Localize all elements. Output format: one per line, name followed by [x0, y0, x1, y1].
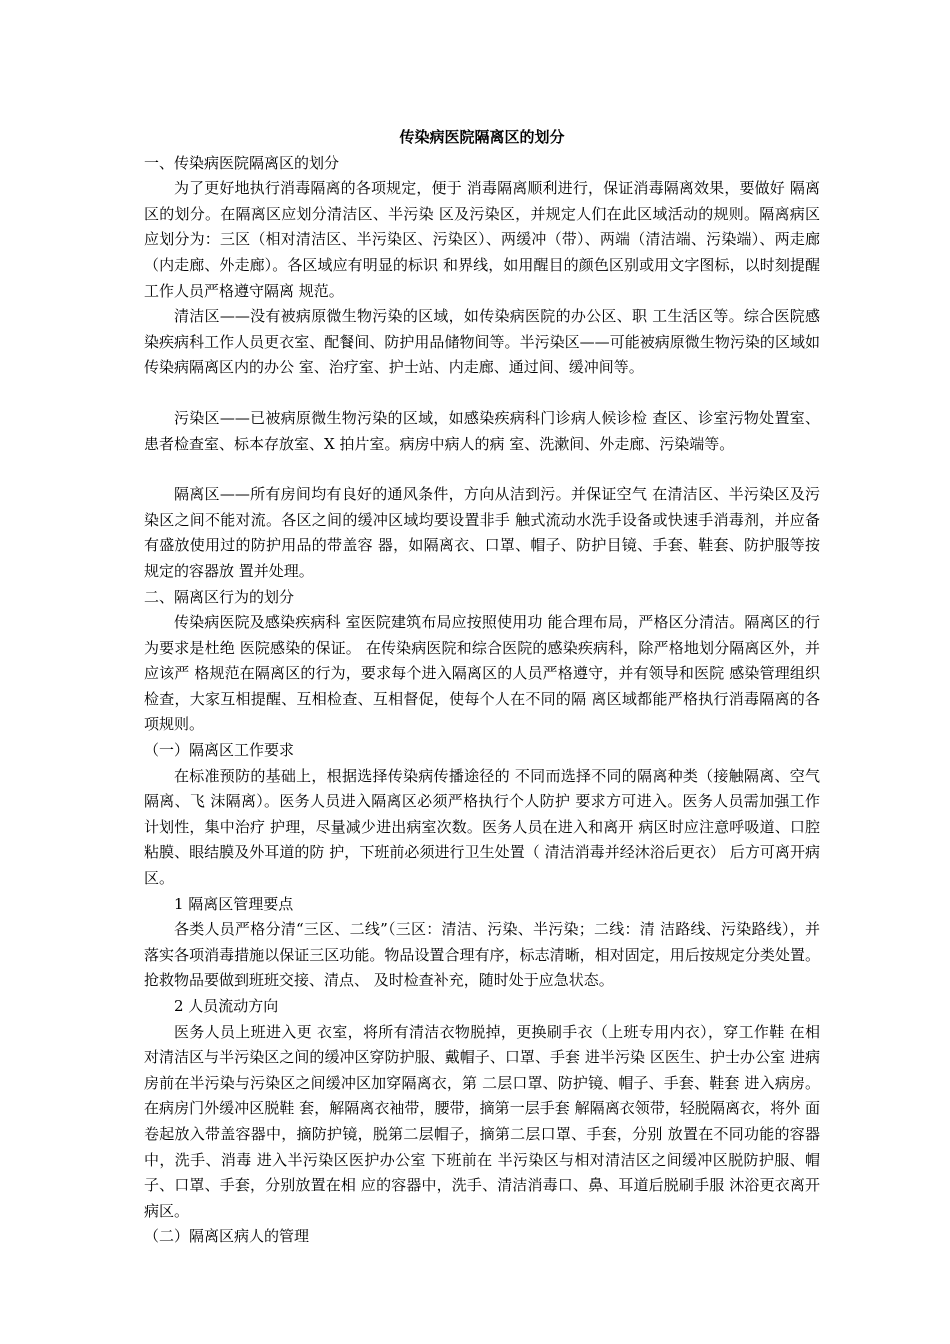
document-page — [144, 125, 820, 1250]
paragraph: 污染区——已被病原微生物污染的区域，如感染疾病科门诊病人候诊检 查区、诊室污物处置室、患者检查室、标本存放室、X 拍片室。病房中病人的病 室、洗漱间、外走廊、污染端等。 — [144, 408, 820, 453]
section-heading-2: 二、隔离区行为的划分 — [144, 587, 295, 606]
spacer — [144, 457, 820, 482]
page-title: 传染病医院隔离区的划分 — [399, 128, 565, 146]
subsection-heading-2: （二）隔离区病人的管理 — [144, 1227, 310, 1246]
spacer — [144, 381, 820, 406]
paragraph: 各类人员严格分清“三区、二线”（三区：清洁、污染、半污染；二线：清 洁路线、污染路线），并落实各项消毒措施以保证三区功能。物品设置合理有序，标志清晰，相对固定，用后按规定分类处置。抢救物品要做到班班交接、清点、 及时检查补充，随时处于应急状态。 — [144, 920, 820, 990]
section-heading-1: 一、传染病医院隔离区的划分 — [144, 153, 340, 172]
paragraph: 为了更好地执行消毒隔离的各项规定，便于 消毒隔离顺利进行，保证消毒隔离效果，要做好 隔离区的划分。在隔离区应划分清洁区、半污染 区及污染区，并规定人们在此区域活动的规则。隔离病区应划分为：三区（相对清洁区、半污染区、污染区）、两缓冲（带）、两端（清洁端、污染端）、两走廊（内走廊、外走廊）。各区域应有明显的标识 和界线，如用醒目的颜色区别或用文字图标，以时刻提醒工作人员严格遵守隔离 规范。 — [144, 179, 820, 300]
subsection-heading-1: （一）隔离区工作要求 — [144, 741, 295, 760]
paragraph: 在标准预防的基础上，根据选择传染病传播途径的 不同而选择不同的隔离种类（接触隔离、空气隔离、飞 沫隔离）。医务人员进入隔离区必须严格执行个人防护 要求方可进入。医务人员需加强工作计划性，集中治疗 护理，尽量减少进出病室次数。医务人员在进入和离开 病区时应注意呼吸道、口腔粘膜、眼结膜及外耳道的防 护，下班前必须进行卫生处置（ 清洁消毒并经沐浴后更衣） 后方可离开病区。 — [144, 766, 820, 888]
paragraph: 隔离区——所有房间均有良好的通风条件，方向从洁到污。并保证空气 在清洁区、半污染区及污染区之间不能对流。各区之间的缓冲区域均要设置非手 触式流动水洗手设备或快速手消毒剂，并应备有盛放使用过的防护用品的带盖容 器，如隔离衣、口罩、帽子、防护目镜、手套、鞋套、防护服等按规定的容器放 置并处理。 — [144, 485, 820, 580]
item-heading-1: 1 隔离区管理要点 — [174, 894, 294, 913]
paragraph: 清洁区——没有被病原微生物污染的区域，如传染病医院的办公区、职 工生活区等。综合医院感染疾病科工作人员更衣室、配餐间、防护用品储物间等。半污染区——可能被病原微生物污染的区域如传染病隔离区内的办公 室、治疗室、护士站、内走廊、通过间、缓冲间等。 — [144, 307, 820, 377]
paragraph: 传染病医院及感染疾病科 室医院建筑布局应按照使用功 能合理布局，严格区分清洁。隔离区的行为要求是杜绝 医院感染的保证。 在传染病医院和综合医院的感染疾病科，除严格地划分隔离区外，并应该严 格规范在隔离区的行为，要求每个进入隔离区的人员严格遵守，并有领导和医院 感染管理组织检查，大家互相提醒、互相检查、互相督促，使每个人在不同的隔 离区域都能严格执行消毒隔离的各项规则。 — [144, 613, 820, 734]
paragraph: 医务人员上班进入更 衣室，将所有清洁衣物脱掉，更换刷手衣（上班专用内衣），穿工作鞋 在相 对清洁区与半污染区之间的缓冲区穿防护服、戴帽子、口罩、手套 进半污染 区医生、护士办公室 进病房前在半污染与污染区之间缓冲区加穿隔离衣，第 二层口罩、防护镜、帽子、手套、鞋套 进入病房。在病房门外缓冲区脱鞋 套，解隔离衣袖带，腰带，摘第一层手套 解隔离衣领带，轻脱隔离衣，将外 面卷起放入带盖容器中，摘防护镜，脱第二层帽子，摘第二层口罩、手套，分别 放置在不同功能的容器中，洗手、消毒 进入半污染区医护办公室 下班前在 半污染区与相对清洁区之间缓冲区脱防护服、帽子、口罩、手套，分别放置在相 应的容器中，洗手、清洁消毒口、鼻、耳道后脱刷手服 沐浴更衣离开病区。 — [144, 1022, 820, 1220]
item-heading-2: 2 人员流动方向 — [174, 997, 279, 1015]
